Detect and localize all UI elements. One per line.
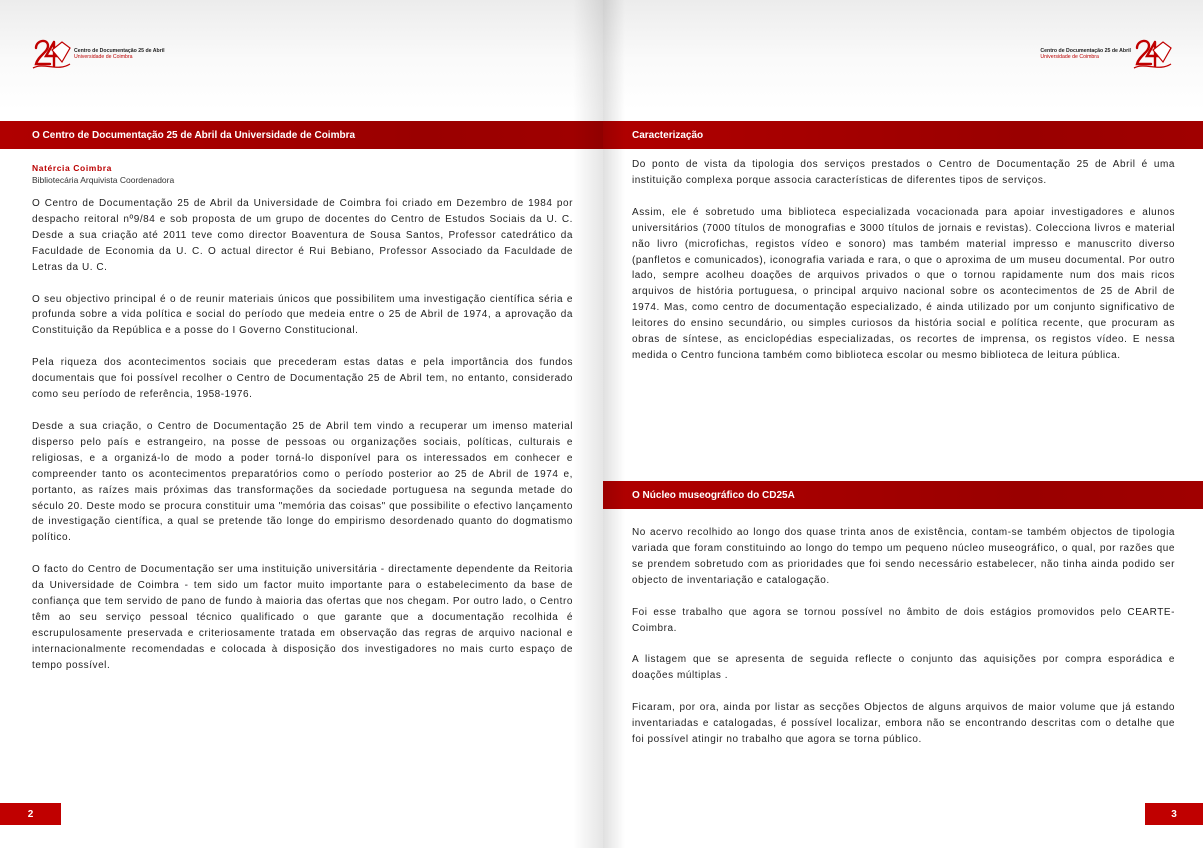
paragraph: A listagem que se apresenta de seguida reflecte o conjunto das aquisições por compra esporádica e doações múltiplas .	[632, 654, 1175, 682]
paragraph: Desde a sua criação, o Centro de Documentação 25 de Abril tem vindo a recuperar um imenso material disperso pelo país e estrangeiro, na posse de pessoas ou organizações sociais, políticas, culturais e religiosas, e a organizá-lo de modo a poder torná-lo disponível para os interessados em conhecer e compreender tanto os acontecimentos preparatórios como o período posterior ao 25 de Abril de 1974 e, portanto, as raízes mais próximas das transformações da sociedade portuguesa na segunda metade do século 20. Deste modo se procura constituir uma "memória das coisas" que possibilite o efectivo lançamento de investigação científica, a qual se pretende tão longe do empirismo desordenado quanto do dogmatismo político.	[32, 420, 573, 544]
paragraph: Ficaram, por ora, ainda por listar as secções Objectos de alguns arquivos de maior volume que já estando inventariadas e catalogadas, é possível localizar, embora não se encontrando descritas com o detalhe que foi possível atingir no trabalho que agora se torna público.	[632, 702, 1175, 746]
author-role: Bibliotecária Arquivista Coordenadora	[32, 175, 175, 185]
logo-subtitle: Universidade de Coimbra	[1040, 54, 1099, 60]
page-number-left: 2	[0, 803, 61, 825]
cd25a-logo-icon	[1133, 36, 1173, 72]
author-name: Natércia Coimbra	[32, 163, 112, 173]
right-page	[603, 0, 1203, 848]
left-body-text	[32, 196, 573, 690]
paragraph: O Centro de Documentação 25 de Abril da Universidade de Coimbra foi criado em Dezembro de 1984 por despacho reitoral nº9/84 e sob proposta de um grupo de docentes do Centro de Estudos Sociais da U. C. Desde a sua criação até 2011 teve como director Boaventura de Sousa Santos, Professor catedrático da Faculdade de Economia da U. C. O actual director é Rui Bebiano, Professor Associado da Faculdade de Letras da U. C.	[32, 198, 573, 273]
museum-text	[632, 525, 1175, 764]
left-logo	[32, 36, 165, 72]
page-number-right: 3	[1145, 803, 1203, 825]
paragraph: O facto do Centro de Documentação ser uma instituição universitária - directamente dependente da Reitoria da Universidade de Coimbra - tem sido um factor muito importante para o estabelecimento da base de confiança que tem servido de pano de fundo à maioria das ofertas que nos chegam. Por outro lado, o Centro têm ao seu serviço pessoal técnico qualificado o que garante que a documentação recolhida é escrupulosamente preservada e criteriosamente tratada em observação das regras de arquivo nacional e internacionalmente recomendadas e colocada à disposição dos investigadores no mais curto espaço de tempo possível.	[32, 564, 573, 671]
right-logo	[1040, 36, 1173, 72]
logo-title: Centro de Documentação 25 de Abril	[1040, 48, 1131, 54]
paragraph: No acervo recolhido ao longo dos quase trinta anos de existência, contam-se também objectos de tipologia variada que foram constituindo ao longo do tempo um pequeno núcleo museográfico, o qual, por razões que se prendem sobretudo com as prioridades que foi sendo necessário estabelecer, não tinha ainda podido ser objecto de inventariação e catalogação.	[632, 527, 1175, 586]
characterization-text	[632, 157, 1175, 380]
logo-title: Centro de Documentação 25 de Abril	[74, 48, 165, 54]
paragraph: O seu objectivo principal é o de reunir materiais únicos que possibilitem uma investigação científica séria e profunda sobre a vida política e social do período que medeia entre o 25 de Abril de 1974, a aprovação da Constituição da República e a posse do I Governo Constitucional.	[32, 293, 573, 337]
paragraph: Pela riqueza dos acontecimentos sociais que precederam estas datas e pela importância dos fundos documentais que foi possível recolher o Centro de Documentação 25 de Abril tem, no entanto, considerado como seu período de referência, 1958-1976.	[32, 357, 573, 401]
cd25a-logo-icon	[32, 36, 72, 72]
paragraph: Foi esse trabalho que agora se tornou possível no âmbito de dois estágios promovidos pelo CEARTE-Coimbra.	[632, 606, 1175, 634]
author-block	[32, 162, 174, 186]
logo-subtitle: Universidade de Coimbra	[74, 54, 133, 60]
right-section-heading-characterization: Caracterização	[603, 121, 1203, 149]
right-section-heading-museum: O Núcleo museográfico do CD25A	[603, 481, 1203, 509]
paragraph: Assim, ele é sobretudo uma biblioteca especializada vocacionada para apoiar investigadores e alunos universitários (7000 títulos de monografias e 3000 títulos de jornais e revistas). Colecciona livros e material não livro (microfichas, registos vídeo e sonoro) mas também material impresso e manuscrito diverso (panfletos e comunicados), iconografia variada e rara, o que o aproxima de um museu documental. Por outro lado, sempre acolheu doações de arquivos privados o que o tornou rapidamente num dos mais ricos arquivos de história portuguesa, o principal arquivo nacional sobre os acontecimentos de 25 de Abril de 1974. Mas, como centro de documentação especializado, é ainda utilizado por um conjunto significativo de leitores do ensino secundário, ou simples curiosos da história social e política recente, que procuram as obras de síntese, as enciclopédias especializadas, os recortes de imprensa, os registos vídeo. E nessa medida o Centro funciona também como biblioteca escolar ou mesmo biblioteca de leitura pública.	[632, 206, 1175, 361]
paragraph: Do ponto de vista da tipologia dos serviços prestados o Centro de Documentação 25 de Abril é uma instituição complexa porque associa características de diferentes tipos de serviços.	[632, 159, 1175, 186]
left-section-heading: O Centro de Documentação 25 de Abril da Universidade de Coimbra	[0, 121, 603, 149]
